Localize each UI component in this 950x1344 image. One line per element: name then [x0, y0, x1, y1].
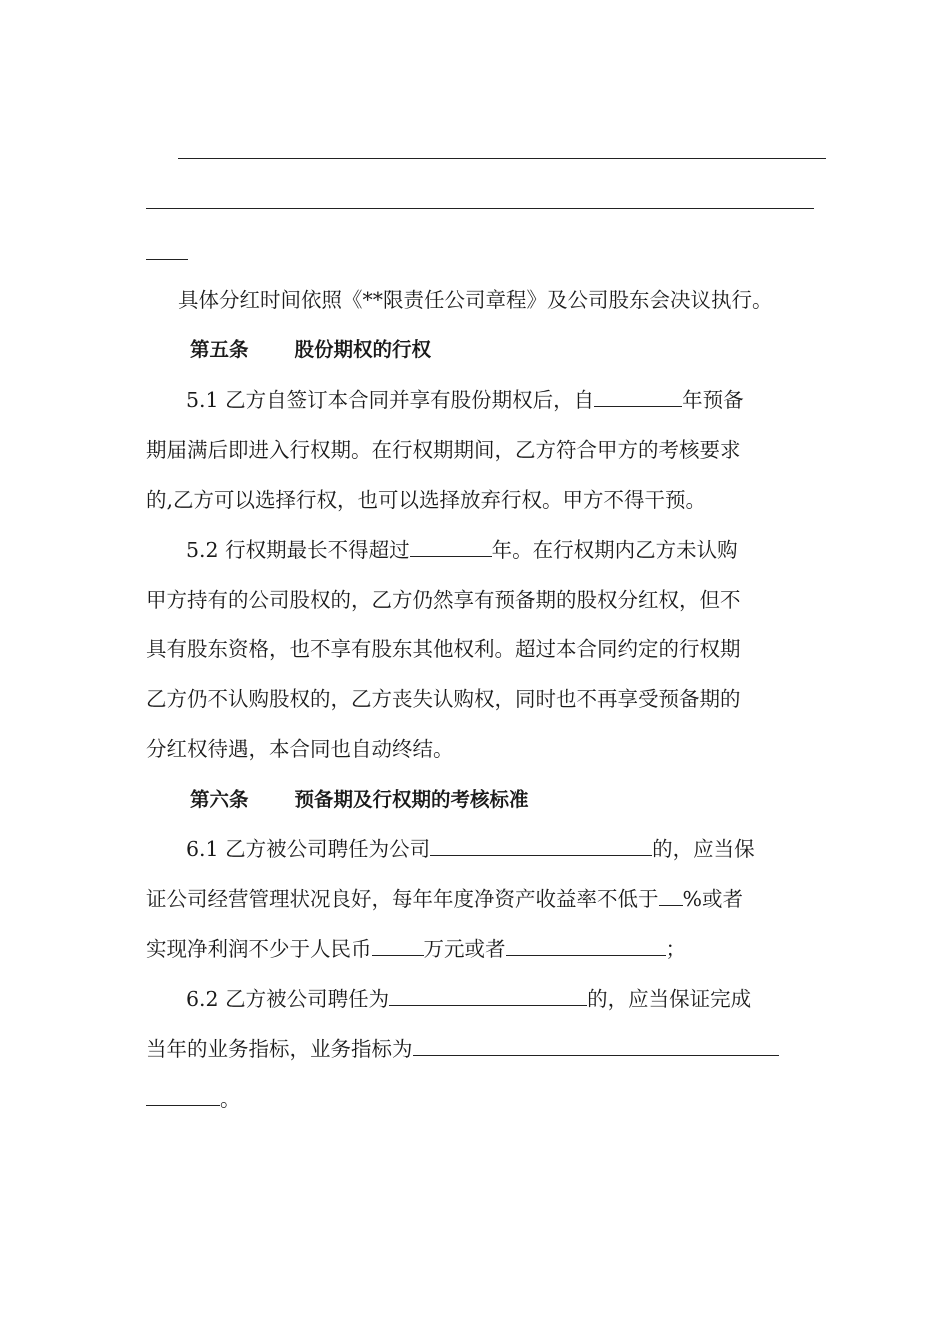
para-6-1-text-c: 证公司经营管理状况良好，每年年度净资产收益率不低于	[146, 887, 659, 911]
blank-field-net-profit[interactable]	[372, 937, 424, 956]
para-5-2-line-1	[186, 536, 738, 564]
para-6-1-line-3	[146, 935, 686, 963]
article-5-heading	[190, 336, 431, 364]
para-6-1-text-a: 6.1 乙方被公司聘任为公司	[186, 837, 431, 861]
para-6-2-line-1	[186, 985, 751, 1013]
para-5-2-line-4: 乙方仍不认购股权的，乙方丧失认购权，同时也不再享受预备期的	[146, 687, 741, 711]
para-5-2-line-5: 分红权待遇，本合同也自动终结。	[146, 737, 454, 761]
para-6-1-text-g: ；	[665, 937, 686, 961]
para-5-2-line-2: 甲方持有的公司股权的，乙方仍然享有预备期的股权分红权，但不	[146, 588, 741, 612]
blank-line-1	[178, 158, 826, 159]
para-6-1-text-d: %或者	[682, 887, 743, 911]
para-5-1-line-3: 的,乙方可以选择行权，也可以选择放弃行权。甲方不得干预。	[146, 488, 707, 512]
para-5-1-line-2: 期届满后即进入行权期。在行权期期间，乙方符合甲方的考核要求	[146, 438, 741, 462]
article-6-title: 预备期及行权期的考核标准	[294, 788, 529, 811]
para-5-2-line-3: 具有股东资格，也不享有股东其他权利。超过本合同约定的行权期	[146, 637, 741, 661]
para-6-1-text-f: 万元或者	[423, 937, 506, 961]
para-6-2-text-c: 当年的业务指标，业务指标为	[146, 1037, 413, 1061]
para-6-1-text-e: 实现净利润不少于人民币	[146, 937, 372, 961]
blank-line-2	[146, 208, 814, 209]
article-5-number: 第五条	[190, 338, 249, 361]
blank-field-business-target[interactable]	[413, 1037, 779, 1056]
para-6-2-text-b: 的，应当保证完成	[587, 987, 752, 1011]
blank-field-appointed-position[interactable]	[389, 987, 587, 1006]
para-5-1-text-a: 5.1 乙方自签订本合同并享有股份期权后，自	[186, 388, 595, 412]
para-6-2-line-2	[146, 1035, 779, 1063]
blank-field-roe-percent[interactable]	[659, 887, 683, 906]
article-5-title: 股份期权的行权	[294, 338, 432, 361]
article-6-heading	[190, 786, 529, 814]
para-6-1-line-2	[146, 885, 743, 913]
blank-field-exercise-years[interactable]	[410, 538, 492, 557]
para-5-1-text-b: 年预备	[682, 388, 744, 412]
para-6-1-line-1	[186, 835, 755, 863]
para-5-2-text-b: 年。在行权期内乙方未认购	[491, 538, 738, 562]
blank-field-years[interactable]	[594, 388, 682, 407]
para-6-2-text-a: 6.2 乙方被公司聘任为	[186, 987, 390, 1011]
para-5-2-text-a: 5.2 行权期最长不得超过	[186, 538, 410, 562]
blank-field-business-target-cont[interactable]	[146, 1087, 220, 1106]
para-6-1-text-b: 的，应当保	[652, 837, 755, 861]
blank-field-position[interactable]	[430, 837, 652, 856]
para-6-2-line-3	[146, 1085, 241, 1113]
para-5-1-line-1	[186, 386, 744, 414]
para-6-2-text-end: 。	[220, 1087, 241, 1111]
blank-line-3	[146, 259, 188, 260]
blank-field-other-target[interactable]	[506, 937, 666, 956]
dividend-time-paragraph: 具体分红时间依照《**限责任公司章程》及公司股东会决议执行。	[178, 288, 773, 312]
article-6-number: 第六条	[190, 788, 249, 811]
